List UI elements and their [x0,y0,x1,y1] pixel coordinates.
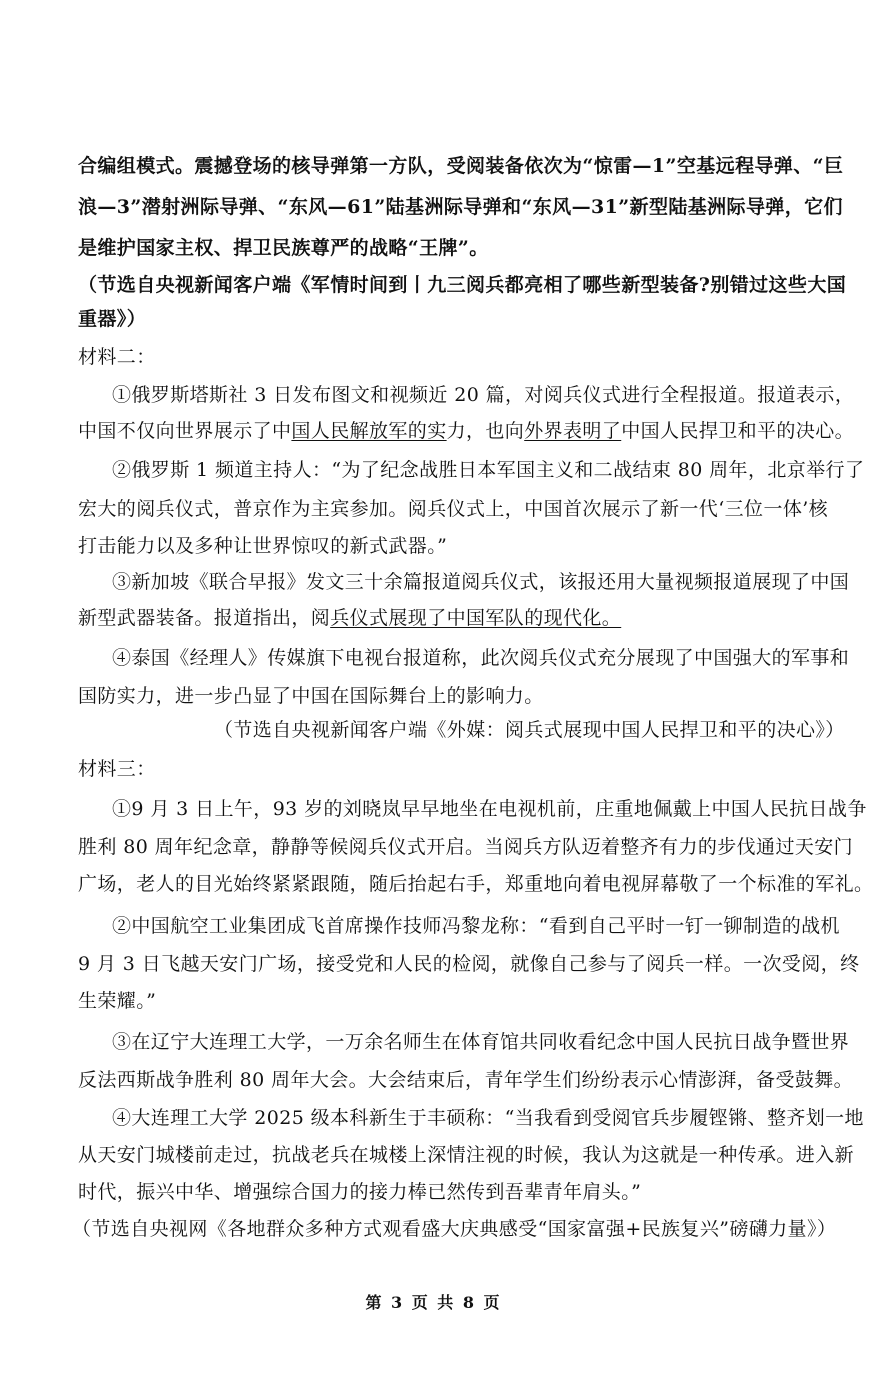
material-one-line-1: 合编组模式。震撼登场的核导弹第一方队，受阅装备依次为“惊雷—1”空基远程导弹、“巨 [78,155,844,177]
p1-segment-a: 中国不仅向世界展示了中 [78,420,292,442]
material-three-p1-line-3: 广场，老人的目光始终紧紧跟随，随后抬起右手，郑重地向着电视屏幕敬了一个标准的军礼。 [78,873,873,895]
material-one-line-3: 是维护国家主权、捍卫民族尊严的战略“王牌”。 [78,237,489,259]
material-three-p2-line-1: ②中国航空工业集团成飞首席操作技师冯黎龙称：“看到自己平时一钉一铆制造的战机 [112,915,840,937]
p3-segment-a: 新型武器装备。报道指出，阅 [78,607,331,629]
p1-segment-c: 力，也向 [446,420,525,442]
material-three-p3-line-2: 反法西斯战争胜利 80 周年大会。大会结束后，青年学生们纷纷表示心情澎湃，备受鼓舞。 [78,1069,854,1091]
p1-underlined-segment-1: 国人民解放军的实 [291,420,447,442]
material-three-p3-line-1: ③在辽宁大连理工大学，一万余名师生在体育馆共同收看纪念中国人民抗日战争暨世界 [112,1031,850,1053]
page-number: 第 3 页 共 8 页 [365,1293,502,1312]
material-three-p2-line-3: 生荣耀。” [78,990,157,1012]
p1-segment-e: 中国人民捍卫和平的决心。 [621,420,855,442]
p3-underlined-segment: 兵仪式展现了中国军队的现代化。 [330,607,622,629]
material-two-source: （节选自央视新闻客户端《外媒：阅兵式展现中国人民捍卫和平的决心》） [214,719,845,741]
material-two-heading: 材料二： [78,346,156,368]
p1-underlined-segment-2: 外界表明了 [524,420,622,442]
material-one-source-line-2: 重器》） [78,308,147,330]
material-three-source: （节选自央视网《各地群众多种方式观看盛大庆典感受“国家富强+民族复兴”磅礴力量》） [72,1218,837,1240]
material-three-p4-line-2: 从天安门城楼前走过，抗战老兵在城楼上深情注视的时候，我认为这就是一种传承。进入新 [78,1144,855,1166]
material-two-p2-line-2: 宏大的阅兵仪式，普京作为主宾参加。阅兵仪式上，中国首次展示了新一代‘三位一体’核 [78,498,829,520]
material-two-p1-line-2 [78,417,855,445]
material-two-p3-line-2 [78,604,798,632]
material-three-p4-line-1: ④大连理工大学 2025 级本科新生于丰硕称：“当我看到受阅官兵步履铿锵、整齐划一地 [112,1107,864,1129]
material-three-p1-line-1: ①9 月 3 日上午，93 岁的刘晓岚早早地坐在电视机前，庄重地佩戴上中国人民抗日战争 [112,798,867,820]
material-two-p2-line-3: 打击能力以及多种让世界惊叹的新式武器。” [78,535,448,557]
material-one-line-2: 浪—3”潜射洲际导弹、“东风—61”陆基洲际导弹和“东风—31”新型陆基洲际导弹，它们 [78,196,843,218]
material-two-p4-line-2: 国防实力，进一步凸显了中国在国际舞台上的影响力。 [78,685,544,707]
material-two-p4-line-1: ④泰国《经理人》传媒旗下电视台报道称，此次阅兵仪式充分展现了中国强大的军事和 [112,647,850,669]
material-three-p1-line-2: 胜利 80 周年纪念章，静静等候阅兵仪式开启。当阅兵方队迈着整齐有力的步伐通过天安门 [78,836,854,858]
material-three-p4-line-3: 时代，振兴中华、增强综合国力的接力棒已然传到吾辈青年肩头。” [78,1181,642,1203]
material-two-p1-line-1: ①俄罗斯塔斯社 3 日发布图文和视频近 20 篇，对阅兵仪式进行全程报道。报道表示， [112,384,855,406]
material-three-heading: 材料三： [78,758,156,780]
material-two-p3-line-1: ③新加坡《联合早报》发文三十余篇报道阅兵仪式，该报还用大量视频报道展现了中国 [112,571,850,593]
material-three-p2-line-2: 9 月 3 日飞越天安门广场，接受党和人民的检阅，就像自己参与了阅兵一样。一次受阅，终 [78,953,860,975]
material-two-p2-line-1: ②俄罗斯 1 频道主持人：“为了纪念战胜日本军国主义和二战结束 80 周年，北京举行了 [112,459,865,481]
material-one-source-line-1: （节选自央视新闻客户端《军情时间到丨九三阅兵都亮相了哪些新型装备?别错过这些大国 [78,274,847,296]
